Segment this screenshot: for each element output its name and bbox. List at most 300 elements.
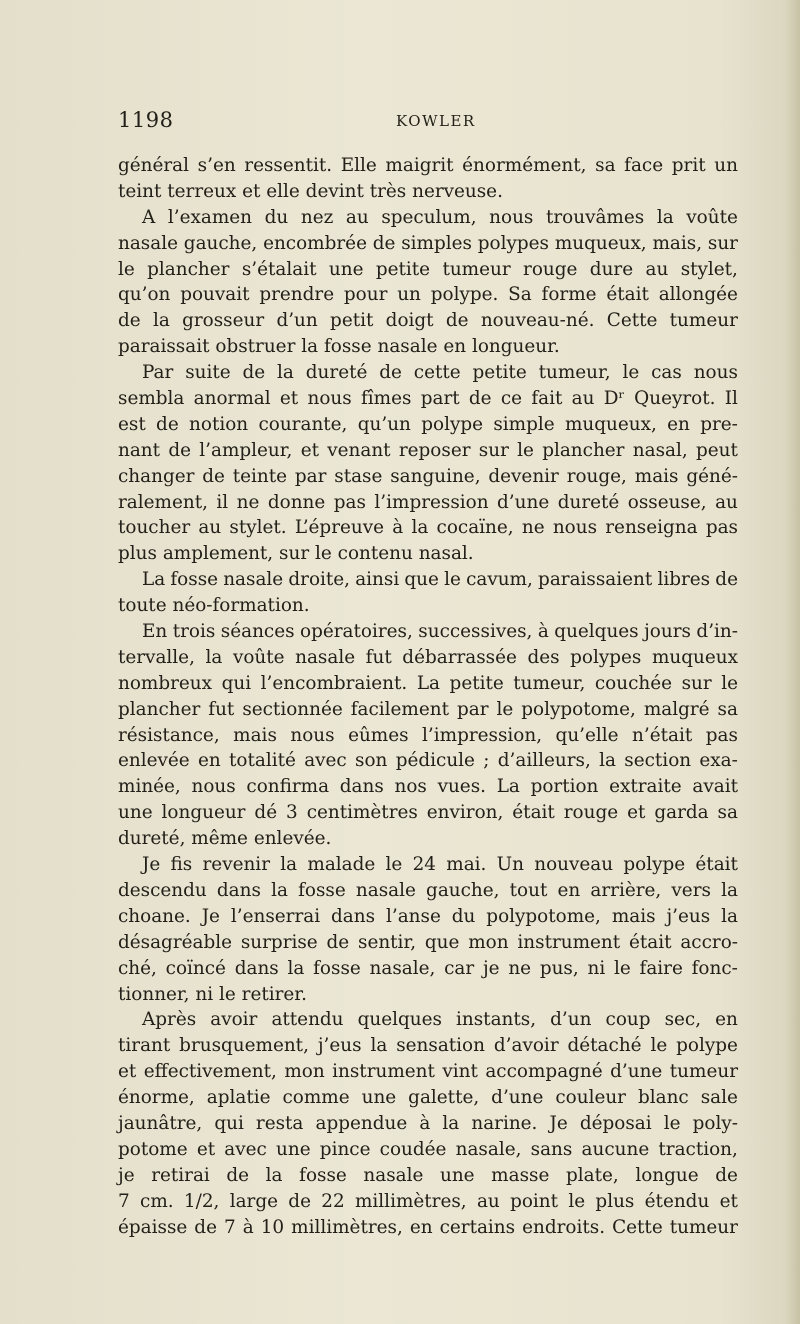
word: paraissait — [118, 336, 210, 358]
word: nombreux — [118, 672, 213, 694]
word: son — [355, 750, 388, 772]
word: mais, — [652, 232, 703, 254]
word: choane. — [118, 905, 191, 927]
word: La — [142, 569, 166, 591]
word: encombrée — [263, 232, 367, 254]
word: changer — [118, 465, 195, 487]
word: instants, — [456, 1009, 537, 1031]
word: ni — [587, 957, 606, 979]
word: cavum, — [466, 569, 533, 591]
word: nasale — [223, 569, 284, 591]
word: à — [419, 1112, 431, 1134]
text-line — [118, 930, 738, 956]
word: le — [219, 983, 236, 1005]
word: car — [444, 957, 475, 979]
text-line — [118, 723, 738, 749]
word: sur — [707, 232, 738, 254]
word: nous — [552, 517, 598, 539]
body-text — [118, 153, 738, 1240]
text-line — [118, 205, 738, 231]
word: d’une — [610, 1061, 663, 1083]
word: plus — [595, 1190, 635, 1212]
word: ainsi — [355, 569, 400, 591]
word: trouvâmes — [545, 206, 645, 228]
word: sur — [478, 439, 509, 461]
text-line — [118, 593, 738, 619]
word: La — [416, 672, 440, 694]
word: nasale, — [455, 1138, 522, 1160]
word: nouveau — [534, 854, 614, 876]
word: qui — [221, 672, 252, 694]
word: surprise — [240, 931, 318, 953]
word: la — [287, 957, 305, 979]
word: pouvait — [180, 284, 250, 306]
word: gauche, — [183, 232, 258, 254]
word: fîmes — [360, 388, 412, 410]
word: de — [445, 310, 469, 332]
word: dé — [254, 802, 278, 824]
word: confirma — [246, 776, 330, 798]
text-line — [118, 412, 738, 438]
word: ce — [500, 388, 523, 410]
word: ; — [483, 750, 490, 772]
word: de — [202, 465, 225, 487]
word: fonc- — [691, 957, 738, 979]
word: plus — [118, 543, 157, 565]
word: petite — [472, 362, 527, 384]
word: 22 — [321, 1190, 345, 1212]
word: opératoires, — [300, 621, 413, 643]
word: l’impression, — [422, 724, 543, 746]
word: sentir, — [358, 931, 417, 953]
word: Sa — [508, 284, 532, 306]
word: le — [663, 1112, 681, 1134]
text-line — [118, 1007, 738, 1033]
text-line — [118, 1059, 738, 1085]
word: d’un — [550, 1009, 592, 1031]
word: polype — [623, 854, 686, 876]
word: 3 — [286, 802, 298, 824]
word: attendu — [271, 1009, 344, 1031]
word: effectivement, — [143, 1061, 277, 1083]
text-line — [118, 464, 738, 490]
text-line — [118, 619, 738, 645]
word: en — [443, 336, 467, 358]
text-line — [118, 956, 738, 982]
word: sembla — [118, 388, 185, 410]
word: tumeur, — [538, 362, 611, 384]
word: aucune — [581, 1138, 650, 1160]
word: poly- — [692, 1112, 738, 1134]
word: nous — [191, 776, 236, 798]
word: la — [152, 310, 170, 332]
word: speculum, — [381, 206, 477, 228]
word: la — [442, 1112, 460, 1134]
word: fut — [365, 646, 392, 668]
word: voûte — [686, 206, 738, 228]
word: en — [557, 879, 581, 901]
word: de — [118, 310, 141, 332]
word: qu’un — [357, 413, 411, 435]
word: comme — [282, 1087, 350, 1109]
word: l’examen — [167, 206, 253, 228]
word: toute — [118, 595, 167, 617]
word: de — [372, 232, 396, 254]
word: énorme, — [118, 1087, 195, 1109]
word: de — [288, 1190, 311, 1212]
word: était — [512, 802, 555, 824]
word: la — [277, 362, 294, 384]
word: d’in- — [696, 621, 738, 643]
word: couchée — [594, 672, 673, 694]
word: reposer — [398, 439, 471, 461]
word: grosseur — [182, 310, 265, 332]
word: tirant — [118, 1035, 171, 1057]
word: ché, — [118, 957, 157, 979]
word: une — [361, 1087, 397, 1109]
word: avec — [304, 750, 347, 772]
word: le — [385, 854, 403, 876]
word: de — [156, 413, 179, 435]
text-line — [118, 231, 738, 257]
word: nasale — [118, 232, 178, 254]
word: La — [496, 776, 520, 798]
word: par — [294, 465, 327, 487]
text-line — [118, 671, 738, 697]
text-line — [118, 179, 738, 205]
word: coup — [605, 1009, 651, 1031]
word: Queyrot. — [634, 388, 716, 410]
word: dans — [331, 905, 376, 927]
word: dans — [339, 776, 384, 798]
word: mon — [468, 931, 509, 953]
text-line — [118, 257, 738, 283]
word: nous — [290, 724, 335, 746]
word: avait — [692, 776, 738, 798]
word: polype — [676, 1035, 738, 1057]
word: d’avoir — [493, 1035, 559, 1057]
word: en — [715, 1009, 738, 1031]
word: revenir — [202, 854, 270, 876]
word: stylet, — [680, 258, 738, 280]
word: coudée — [379, 1138, 447, 1160]
word: petite — [449, 672, 504, 694]
word: un — [714, 155, 738, 176]
word: la — [656, 206, 674, 228]
word: est — [118, 413, 146, 435]
word: néo-formation. — [172, 595, 310, 617]
word: la — [721, 905, 738, 927]
word: fosse — [299, 1164, 347, 1186]
word: une — [439, 1164, 475, 1186]
word: nasal, — [632, 439, 688, 461]
word: nasale — [295, 646, 356, 668]
word: au — [645, 258, 669, 280]
word: pédicule — [395, 750, 475, 772]
word: Elle — [340, 155, 377, 176]
word: d’une — [491, 1087, 544, 1109]
word: pus, — [539, 957, 579, 979]
word: d’ailleurs, — [497, 750, 591, 772]
word: du — [264, 206, 289, 228]
word: le — [444, 569, 461, 591]
word: nous — [307, 388, 352, 410]
word: retirer. — [241, 983, 307, 1005]
word: centimètres — [306, 802, 418, 824]
word: large — [229, 1190, 278, 1212]
text-line — [118, 1163, 738, 1189]
word: venant — [327, 439, 391, 461]
word: tumeur — [669, 1061, 738, 1083]
word: de — [226, 1164, 250, 1186]
word: au — [715, 491, 738, 513]
word: l’anse — [385, 905, 441, 927]
word: ne — [236, 491, 260, 513]
word: environ, — [426, 802, 504, 824]
word: enlevée — [118, 750, 190, 772]
word: terreux — [167, 180, 237, 202]
word: désagréable — [118, 931, 233, 953]
word: sensation — [396, 1035, 485, 1057]
word: il — [216, 491, 229, 513]
word: mais — [634, 465, 679, 487]
word: contenu — [337, 543, 413, 565]
word: qu’on — [118, 284, 171, 306]
word: le — [721, 672, 738, 694]
word: sectionnée — [242, 698, 343, 720]
word: quelques — [357, 1009, 442, 1031]
word: la — [370, 1035, 388, 1057]
word: 10 — [260, 1216, 285, 1238]
word: sa — [717, 698, 738, 720]
word: eûmes — [348, 724, 409, 746]
word: tout — [509, 879, 548, 901]
word: une — [328, 258, 364, 280]
word: était — [606, 284, 649, 306]
page-header — [118, 108, 738, 138]
word: était — [629, 931, 672, 953]
page-number: 1198 — [118, 108, 174, 132]
word: nasale, — [369, 957, 436, 979]
word: successives, — [418, 621, 533, 643]
word: peut — [696, 439, 738, 461]
word: la — [265, 1164, 283, 1186]
word: retirai — [151, 1164, 210, 1186]
word: et — [196, 1138, 216, 1160]
word: L’épreuve — [294, 517, 384, 539]
text-line — [118, 1137, 738, 1163]
word: dure — [589, 258, 634, 280]
word: la — [411, 517, 429, 539]
text-line — [118, 1111, 738, 1137]
word: avoir — [210, 1009, 258, 1031]
word: cocaïne, — [436, 517, 514, 539]
word: amplement, — [162, 543, 274, 565]
word: millimètres, — [354, 1190, 467, 1212]
word: plate, — [565, 1164, 619, 1186]
word: même — [191, 828, 248, 850]
word: mai. — [446, 854, 487, 876]
word: longueur. — [471, 336, 560, 358]
word: fis — [170, 854, 193, 876]
word: de — [194, 1216, 217, 1238]
text-line — [118, 308, 738, 334]
word: nos — [394, 776, 427, 798]
word: était — [695, 854, 738, 876]
word: jaunâtre, — [118, 1112, 203, 1134]
word: et — [242, 180, 261, 202]
word: polypes — [570, 646, 642, 668]
word: de — [468, 388, 492, 410]
running-title: KOWLER — [396, 112, 476, 130]
word: plancher — [147, 258, 230, 280]
text-line — [118, 541, 738, 567]
word: forme — [541, 284, 597, 306]
word: l’encombraient. — [260, 672, 408, 694]
word: plancher — [118, 698, 201, 720]
text-line — [118, 878, 738, 904]
word: j’eus — [666, 905, 711, 927]
word: sanguine, — [390, 465, 481, 487]
text-line — [118, 1085, 738, 1111]
word: simple — [493, 413, 555, 435]
word: sans — [530, 1138, 573, 1160]
word: au — [571, 388, 595, 410]
word: dans — [234, 957, 279, 979]
text-line — [118, 748, 738, 774]
word: de — [715, 569, 738, 591]
word: renseigna — [605, 517, 698, 539]
word: accro- — [680, 931, 738, 953]
word: fait — [531, 388, 563, 410]
word: qui — [214, 1112, 244, 1134]
word: détaché — [567, 1035, 642, 1057]
word: très — [369, 180, 407, 202]
word: le — [613, 957, 631, 979]
word: anormal — [193, 388, 271, 410]
word: le — [568, 1190, 586, 1212]
word: garda — [654, 802, 709, 824]
word: en — [667, 413, 690, 435]
word: prit — [671, 155, 706, 176]
word: Dʳ — [603, 388, 625, 410]
word: petit — [330, 310, 374, 332]
word: obstruer — [215, 336, 296, 358]
word: la — [599, 750, 616, 772]
text-line — [118, 438, 738, 464]
word: polype — [421, 413, 483, 435]
word: la — [301, 336, 319, 358]
text-line — [118, 1215, 738, 1241]
word: que — [424, 931, 460, 953]
word: Je — [142, 854, 161, 876]
page-binding-edge — [784, 0, 800, 1324]
word: allongée — [658, 284, 738, 306]
word: en — [197, 750, 221, 772]
word: et — [627, 802, 646, 824]
word: narine. — [471, 1112, 538, 1134]
word: teint — [118, 180, 162, 202]
word: Cette — [612, 1216, 663, 1238]
word: instrument — [517, 931, 621, 953]
word: millimètres, — [291, 1216, 403, 1238]
word: au — [345, 206, 369, 228]
word: la — [280, 854, 298, 876]
word: s’en — [197, 155, 236, 176]
word: et — [118, 1061, 137, 1083]
word: nouveau-né. — [480, 310, 595, 332]
text-line — [118, 386, 738, 412]
word: gauche, — [426, 879, 500, 901]
word: descendu — [118, 879, 207, 901]
word: mais — [611, 905, 656, 927]
word: facilement — [350, 698, 449, 720]
word: résistance, — [118, 724, 220, 746]
word: tumeur — [442, 258, 511, 280]
word: nous — [489, 206, 534, 228]
word: le — [496, 698, 514, 720]
word: avec — [224, 1138, 267, 1160]
word: de — [168, 439, 191, 461]
word: du — [451, 905, 476, 927]
word: dans — [216, 879, 261, 901]
word: la — [205, 646, 223, 668]
word: couleur — [555, 1087, 626, 1109]
word: tumeur — [669, 310, 738, 332]
word: masse — [491, 1164, 550, 1186]
word: longue — [635, 1164, 699, 1186]
word: épaisse — [118, 1216, 188, 1238]
word: faire — [639, 957, 683, 979]
text-line — [118, 334, 738, 360]
word: fosse — [170, 569, 219, 591]
word: des — [527, 646, 560, 668]
word: ni — [195, 983, 214, 1005]
text-line — [118, 153, 738, 179]
word: cas — [651, 362, 682, 384]
text-line — [118, 490, 738, 516]
word: pas — [705, 724, 738, 746]
word: polype. — [430, 284, 499, 306]
word: rouge — [563, 802, 619, 824]
word: coïncé — [165, 957, 226, 979]
text-line — [118, 515, 738, 541]
word: point — [510, 1190, 559, 1212]
word: En — [142, 621, 168, 643]
word: tumeur, — [513, 672, 586, 694]
word: de — [326, 931, 350, 953]
text-line — [118, 904, 738, 930]
word: libres — [657, 569, 711, 591]
word: le — [650, 1035, 668, 1057]
word: muqueux — [651, 646, 738, 668]
word: dureté, — [118, 828, 186, 850]
word: débarrassée — [402, 646, 517, 668]
word: paraissaient — [538, 569, 653, 591]
word: appendue — [315, 1112, 408, 1134]
word: part — [420, 388, 460, 410]
word: portion — [530, 776, 599, 798]
text-line — [118, 852, 738, 878]
word: ne — [508, 957, 532, 979]
word: de — [715, 1164, 738, 1186]
word: une — [276, 1138, 311, 1160]
word: le — [315, 543, 332, 565]
word: au — [198, 517, 222, 539]
word: ralement, — [118, 491, 208, 513]
text-line — [118, 697, 738, 723]
word: nasale — [377, 336, 438, 358]
